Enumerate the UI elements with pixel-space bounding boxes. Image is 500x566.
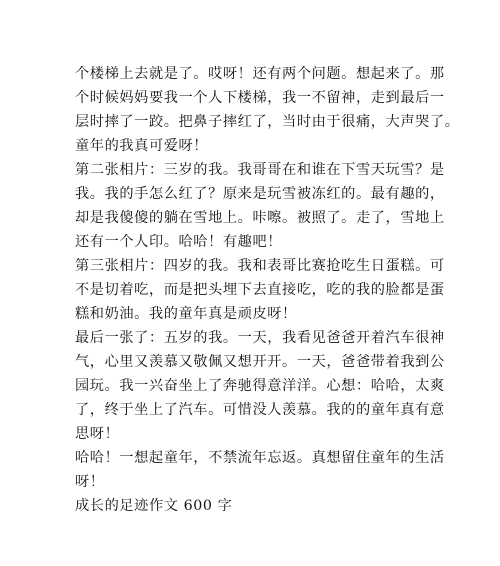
text-line: 还有一个人印。哈哈！有趣吧！ (75, 234, 283, 250)
text-line: 呀！ (75, 474, 105, 490)
text-line: 最后一张了：五岁的我。一天，我看见爸爸开着汽车很神 (75, 330, 445, 346)
text-line: 个楼梯上去就是了。哎呀！还有两个问题。想起来了。那 (75, 66, 445, 82)
section-heading: 成长的足迹作文 600 字 (75, 498, 233, 514)
text-line: 哈哈！一想起童年，不禁流年忘返。真想留住童年的生活 (75, 450, 445, 466)
text-line: 我。我的手怎么红了？原来是玩雪被冻红的。最有趣的， (75, 186, 445, 202)
text-line: 了，终于坐上了汽车。可惜没人羡慕。我的的童年真有意 (75, 402, 445, 418)
text-line: 园玩。我一兴奋坐上了奔驰得意洋洋。心想：哈哈，太爽 (75, 378, 445, 394)
text-line: 层时摔了一跤。把鼻子摔红了，当时由于很痛，大声哭了。 (75, 114, 460, 130)
text-line: 糕和奶油。我的童年真是顽皮呀！ (75, 306, 297, 322)
text-line: 气，心里又羡慕又敬佩又想开开。一天，爸爸带着我到公 (75, 354, 445, 370)
text-line: 个时候妈妈要我一个人下楼梯，我一不留神，走到最后一 (75, 90, 445, 106)
text-line: 却是我傻傻的躺在雪地上。咔嚓。被照了。走了，雪地上 (75, 210, 445, 226)
text-line: 第二张相片：三岁的我。我哥哥在和谁在下雪天玩雪？是 (75, 162, 445, 178)
cut-off-text-line (75, 558, 285, 566)
document-body (75, 62, 460, 518)
text-line: 第三张相片：四岁的我。我和表哥比赛抢吃生日蛋糕。可 (75, 258, 445, 274)
text-line: 童年的我真可爱呀！ (75, 138, 209, 154)
text-line: 不是切着吃，而是把头埋下去直接吃，吃的我的脸都是蛋 (75, 282, 445, 298)
text-line: 思呀！ (75, 426, 120, 442)
